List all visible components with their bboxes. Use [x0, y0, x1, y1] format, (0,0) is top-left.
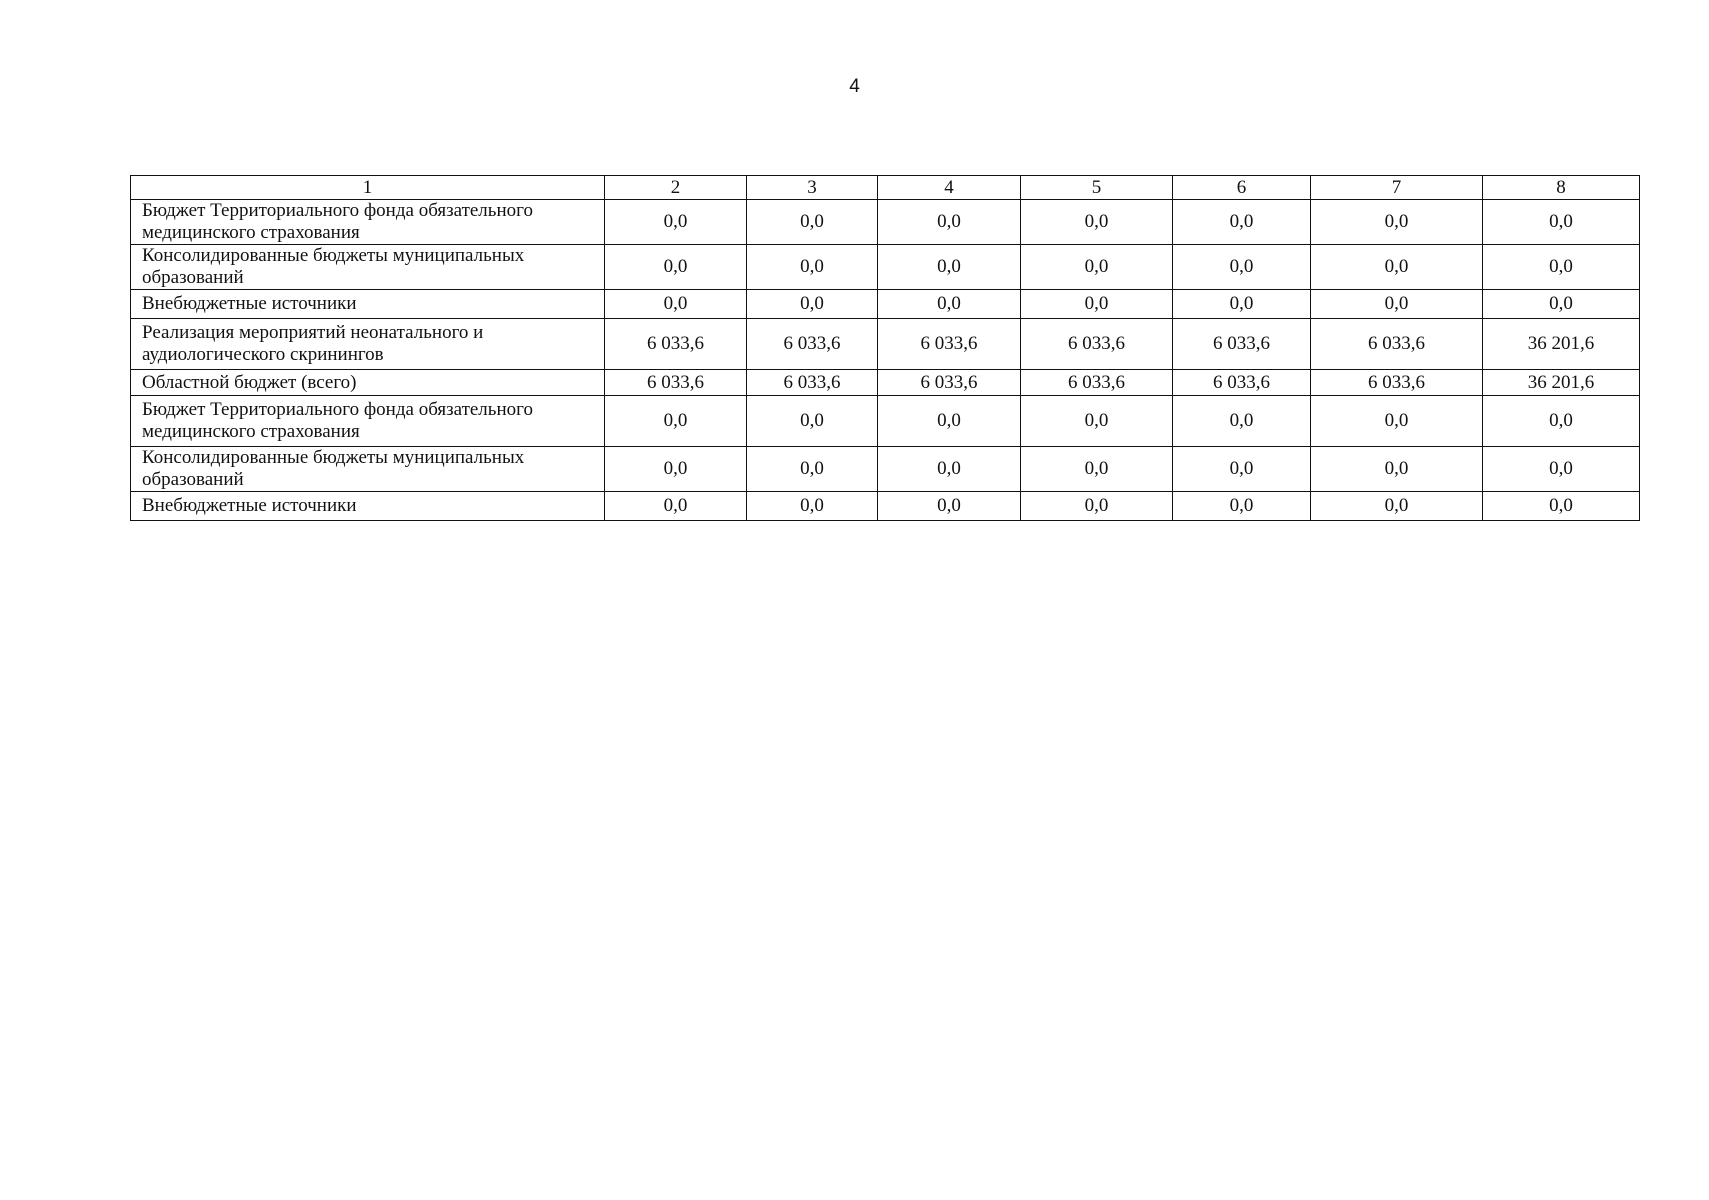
table-row [131, 370, 1640, 396]
table-cell: 6 033,6 [605, 319, 747, 370]
table-cell: 0,0 [1311, 290, 1483, 319]
table-cell: 0,0 [747, 447, 878, 492]
table-row [131, 245, 1640, 290]
table-cell: 0,0 [1311, 245, 1483, 290]
table-cell: 0,0 [1483, 396, 1640, 447]
table-row [131, 200, 1640, 245]
row-label: Областной бюджет (всего) [131, 370, 605, 396]
table-cell: 0,0 [1021, 290, 1173, 319]
table-cell: 0,0 [1173, 245, 1311, 290]
table-cell: 0,0 [605, 245, 747, 290]
table-row [131, 447, 1640, 492]
table-cell: 0,0 [1483, 200, 1640, 245]
table-cell: 0,0 [1021, 396, 1173, 447]
table-cell: 6 033,6 [1311, 370, 1483, 396]
table-cell: 0,0 [878, 396, 1021, 447]
table-cell: 0,0 [747, 396, 878, 447]
table-cell: 6 033,6 [1311, 319, 1483, 370]
table-cell: 6 033,6 [878, 370, 1021, 396]
table-cell: 0,0 [1311, 200, 1483, 245]
table-cell: 0,0 [605, 396, 747, 447]
table-cell: 6 033,6 [1173, 319, 1311, 370]
budget-table-container [130, 175, 1639, 521]
table-cell: 0,0 [1173, 492, 1311, 521]
table-cell: 0,0 [1173, 290, 1311, 319]
row-label: Внебюджетные источники [131, 290, 605, 319]
table-cell: 0,0 [1021, 447, 1173, 492]
column-header: 3 [747, 176, 878, 200]
table-cell: 36 201,6 [1483, 319, 1640, 370]
table-cell: 0,0 [747, 245, 878, 290]
table-cell: 0,0 [1311, 492, 1483, 521]
table-cell: 0,0 [878, 492, 1021, 521]
table-row [131, 319, 1640, 370]
table-row [131, 492, 1640, 521]
table-cell: 0,0 [1021, 245, 1173, 290]
table-cell: 6 033,6 [1021, 319, 1173, 370]
row-label: Бюджет Территориального фонда обязательного медицинского страхования [131, 396, 605, 447]
table-cell: 0,0 [605, 200, 747, 245]
table-cell: 0,0 [878, 447, 1021, 492]
budget-table [130, 175, 1640, 521]
table-cell: 0,0 [1483, 290, 1640, 319]
page-number: 4 [849, 76, 860, 97]
table-cell: 0,0 [878, 245, 1021, 290]
column-header: 7 [1311, 176, 1483, 200]
column-header: 4 [878, 176, 1021, 200]
table-cell: 0,0 [747, 290, 878, 319]
table-cell: 0,0 [1311, 447, 1483, 492]
table-cell: 36 201,6 [1483, 370, 1640, 396]
table-cell: 6 033,6 [878, 319, 1021, 370]
table-cell: 6 033,6 [1173, 370, 1311, 396]
column-header: 2 [605, 176, 747, 200]
table-cell: 0,0 [1311, 396, 1483, 447]
row-label: Внебюджетные источники [131, 492, 605, 521]
table-cell: 0,0 [878, 200, 1021, 245]
table-cell: 0,0 [1173, 447, 1311, 492]
row-label: Консолидированные бюджеты муниципальных образований [131, 447, 605, 492]
table-cell: 0,0 [1173, 200, 1311, 245]
table-cell: 6 033,6 [1021, 370, 1173, 396]
table-cell: 0,0 [1021, 200, 1173, 245]
table-cell: 0,0 [605, 492, 747, 521]
column-header: 8 [1483, 176, 1640, 200]
table-cell: 0,0 [1173, 396, 1311, 447]
table-cell: 6 033,6 [747, 370, 878, 396]
table-cell: 0,0 [878, 290, 1021, 319]
column-header: 6 [1173, 176, 1311, 200]
table-cell: 0,0 [1483, 245, 1640, 290]
table-row [131, 396, 1640, 447]
table-cell: 0,0 [747, 492, 878, 521]
table-cell: 0,0 [747, 200, 878, 245]
column-header: 1 [131, 176, 605, 200]
row-label: Консолидированные бюджеты муниципальных образований [131, 245, 605, 290]
table-cell: 0,0 [605, 447, 747, 492]
table-row [131, 290, 1640, 319]
header-row [131, 176, 1640, 200]
table-cell: 6 033,6 [605, 370, 747, 396]
table-cell: 0,0 [605, 290, 747, 319]
table-cell: 0,0 [1021, 492, 1173, 521]
row-label: Реализация мероприятий неонатального и аудиологического скринингов [131, 319, 605, 370]
table-cell: 0,0 [1483, 492, 1640, 521]
row-label: Бюджет Территориального фонда обязательного медицинского страхования [131, 200, 605, 245]
column-header: 5 [1021, 176, 1173, 200]
table-cell: 0,0 [1483, 447, 1640, 492]
table-cell: 6 033,6 [747, 319, 878, 370]
